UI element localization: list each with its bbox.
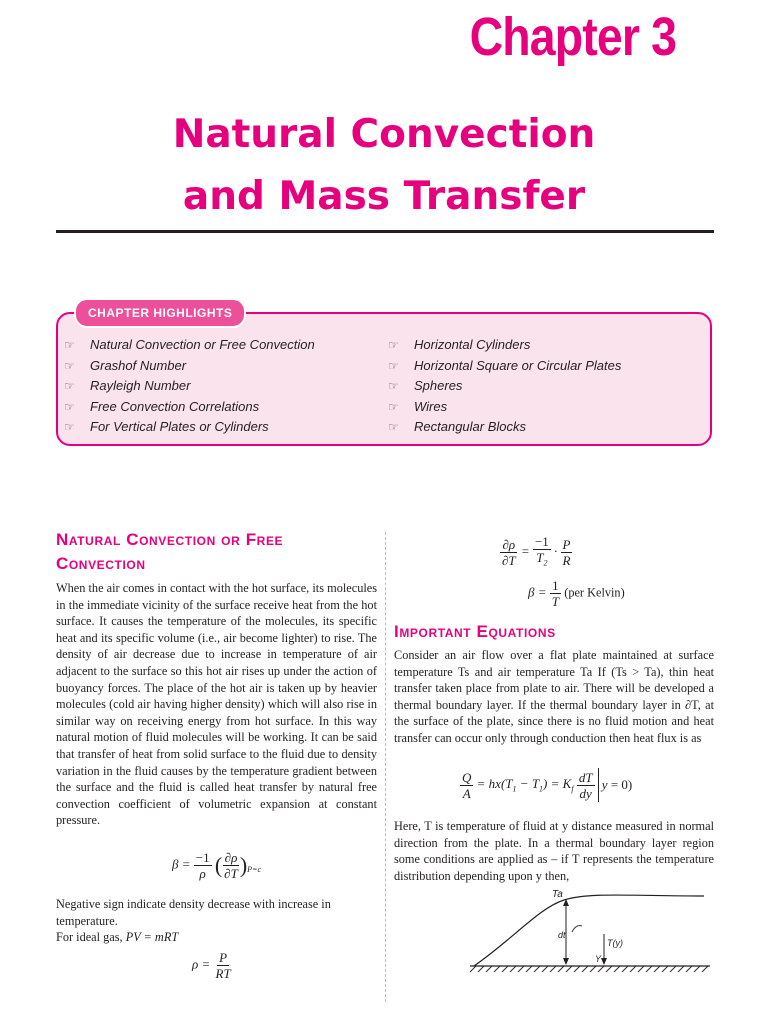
chapter-highlights-heading: CHAPTER HIGHLIGHTS [74,298,246,328]
plate-hatching [470,966,708,972]
beta-definition-formula: β = $\frac{-1}{\rho}$ ( $\frac{\partial\rho}{\partial T}$ )$_{P=c}$ [172,850,261,881]
highlight-item: ☞ Rayleigh Number [64,378,191,394]
label-ta: Ta [552,889,563,900]
thermal-boundary-layer-figure [464,888,714,988]
highlight-item: ☞ Grashof Number [64,357,187,373]
label-ty: T(y) [607,938,623,948]
ideal-gas-line: For ideal gas, PV = mRT [56,930,179,944]
pointing-hand-icon: ☞ [388,379,399,394]
dt-pointer [572,926,582,932]
highlight-item: ☞ Horizontal Square or Circular Plates [388,357,622,373]
pointing-hand-icon: ☞ [64,338,75,352]
highlights-right-list [388,336,621,439]
pointing-hand-icon: ☞ [388,338,399,352]
section-heading-natural-convection: Natural Convection or Free Convection [56,530,284,573]
highlights-left-list [64,336,315,439]
negative-sign-note: Negative sign indicate density decrease with increase in temperature. [56,897,331,928]
highlight-item: ☞ Natural Convection or Free Convection [64,337,315,352]
pointing-hand-icon: ☞ [64,358,75,373]
highlight-item: ☞ Wires [388,398,448,414]
thermal-boundary-paragraph: Here, T is temperature of fluid at y distance measured in normal direction from the plate. In a thermal boundary layer region some conditions are applied as – if T represents the temperature distribution depending upon y then, [394,819,714,883]
density-derivative-formula: $\frac{\partial\rho}{\partial T}$ = $\frac{-1}{T_2}$ · $\frac{P}{R}$ [502,534,571,568]
heat-flux-formula: $\frac{Q}{A}$ = $hx(T_1 - T_1) = K_f$ $\frac{dT}{dy}$ y = 0) [462,769,633,801]
label-y: Y [595,954,602,964]
title-divider [56,230,714,233]
ty-arrow-head [601,958,607,965]
important-equations-paragraph: Consider an air flow over a flat plate maintained at surface temperature Ts and air temperature Ta If (Ts > Ta), thin heat transfer taken place from plate to air. There will be developed a thermal boundary layer. If the thermal boundary layer in ∂T, at the surface of the plate, since there is no fluid motion and heat transfer can occur only through conduction then heat flux is as [394,648,714,745]
pointing-hand-icon: ☞ [64,379,75,394]
highlight-item: ☞ For Vertical Plates or Cylinders [64,419,269,435]
beta-ideal-gas-formula: β = $\frac{1}{T}$ (per Kelvin) [528,578,625,609]
section-heading-important-equations: Important Equations [394,622,556,641]
highlight-item: ☞ Rectangular Blocks [388,419,526,435]
chapter-title-line2: and Mass Transfer [182,174,586,219]
highlight-item: ☞ Horizontal Cylinders [388,337,531,352]
pointing-hand-icon: ☞ [388,358,399,373]
chapter-title-line1: Natural Convection [172,112,596,157]
pointing-hand-icon: ☞ [64,420,75,435]
boundary-layer-curve [474,895,704,966]
dt-arrow-head-down [563,958,569,965]
pointing-hand-icon: ☞ [388,420,399,435]
label-dt: dt [558,930,566,940]
natural-convection-paragraph: When the air comes in contact with the hot surface, its molecules in the immediate vicinity of the surface receive heat from the hot surface. It causes the temperature of the molecules, its specific heat and its specific volume (i.e., air become lighter) to rise. The density of air decrease due to increase in temperature of air adjacent to the surface so this hot air rises up under the action of buoyancy forces. The place of the hot air is taken up by heavier molecules (cold air having higher density) which will also rise in similar way on receiving energy from hot surface. In this way natural motion of fluid molecules will be working. It can be said that transfer of heat from solid surface to the fluid due to density variation in the fluid causes by the temperature gradient between the surface and the fluid is called heat transfer by natural free convection coefficient of volumetric expansion at constant pressure. [56,581,377,828]
column-divider [385,532,386,1002]
density-formula: ρ = $\frac{P}{RT}$ [192,950,231,981]
highlight-item: ☞ Free Convection Correlations [64,398,260,414]
chapter-number: Chapter 3 [469,7,676,67]
pointing-hand-icon: ☞ [388,399,399,414]
highlight-item: ☞ Spheres [388,378,463,394]
pointing-hand-icon: ☞ [64,399,75,414]
